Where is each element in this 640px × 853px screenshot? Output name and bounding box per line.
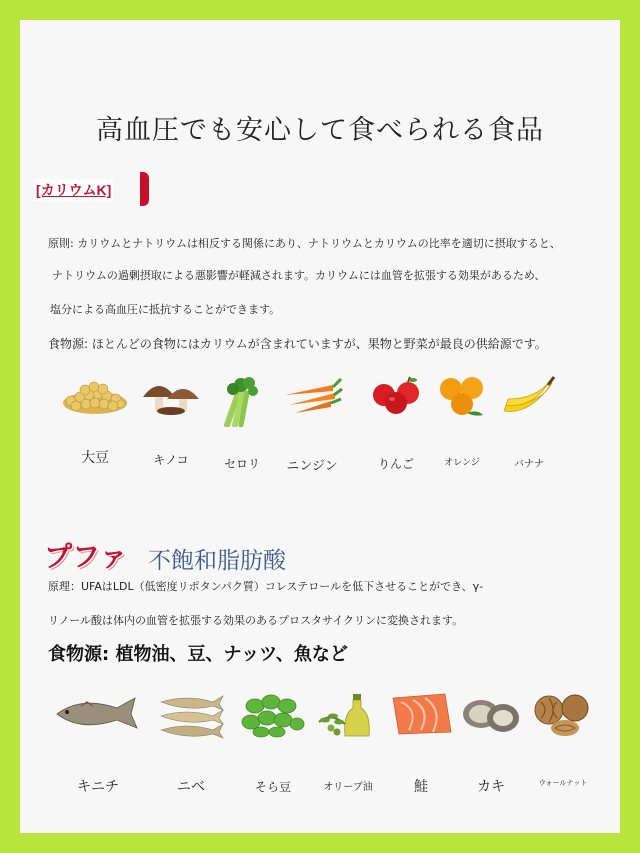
broad-bean-icon [241,692,305,738]
food-item [500,375,558,470]
food-item [50,692,146,795]
olive-oil-icon [317,692,379,742]
food-item [60,375,130,466]
food-label: 大豆 [81,450,109,466]
pufa-heading: プファ [44,540,128,573]
food-label: セロリ [223,457,260,471]
food-item [280,375,344,474]
food-label: カキ [477,779,505,795]
small-fish-icon [157,692,225,740]
pufa-line-1: 原理：UFAはLDL（低密度リポタンパク質）コレステロールを低下させることができ、γ- [48,580,484,593]
potassium-line-2: ナトリウムの過剰摂取による悪影響が軽減されます。カリウムには血管を拡張する効果があるため、 [52,269,546,282]
carrot-icon [281,375,343,415]
food-item [218,375,266,471]
tag-bar [140,172,149,206]
food-label: 鮭 [414,779,428,795]
page-title: 高血圧でも安心して食べられる食品 [96,115,544,146]
potassium-tag-label: [カリウムK] [34,179,113,201]
walnut-icon [531,692,595,738]
mushroom-icon [141,375,201,415]
soybean-icon [61,375,129,415]
pufa-line-2: リノール酸は体内の血管を拡張する効果のあるプロスタサイクリンに変換されます。 [48,614,464,627]
food-label: ウォールナット [538,779,588,787]
food-item [388,692,454,795]
apple-icon [370,375,422,415]
potassium-tag [34,172,154,206]
pufa-subheading: 不飽和脂肪酸 [148,548,286,574]
food-item [460,692,522,795]
food-item [530,692,596,787]
food-label: オレンジ [444,458,480,468]
oyster-icon [461,692,521,736]
food-label: バナナ [514,459,544,470]
food-label: オリーブ油 [323,782,373,793]
potassium-line-1: 原則: カリウムとナトリウムは相反する関係にあり、ナトリウムとカリウムの比率を適切に摂取すると、 [48,237,561,250]
food-label: キノコ [153,453,189,467]
celery-icon [219,375,265,427]
food-label: ニンジン [286,459,338,474]
fish-icon [51,692,145,734]
food-label: ニベ [177,779,205,795]
potassium-source: 食物源: ほとんどの食物にはカリウムが含まれていますが、果物と野菜が最良の供給源です。 [48,337,547,351]
food-item [436,375,488,468]
food-item [316,692,380,793]
food-label: りんご [377,457,414,471]
poster-card [20,20,620,833]
banana-icon [500,375,558,417]
food-item [156,692,226,795]
food-item [140,375,202,467]
orange-icon [437,375,487,417]
food-label: キニチ [77,779,119,795]
food-item [240,692,306,794]
food-item [370,375,422,471]
salmon-icon [389,692,453,736]
potassium-line-3: 塩分による高血圧に抵抗することができます。 [50,303,281,316]
food-label: そら豆 [254,780,291,794]
pufa-source: 食物源: 植物油、豆、ナッツ、魚など [48,644,348,665]
